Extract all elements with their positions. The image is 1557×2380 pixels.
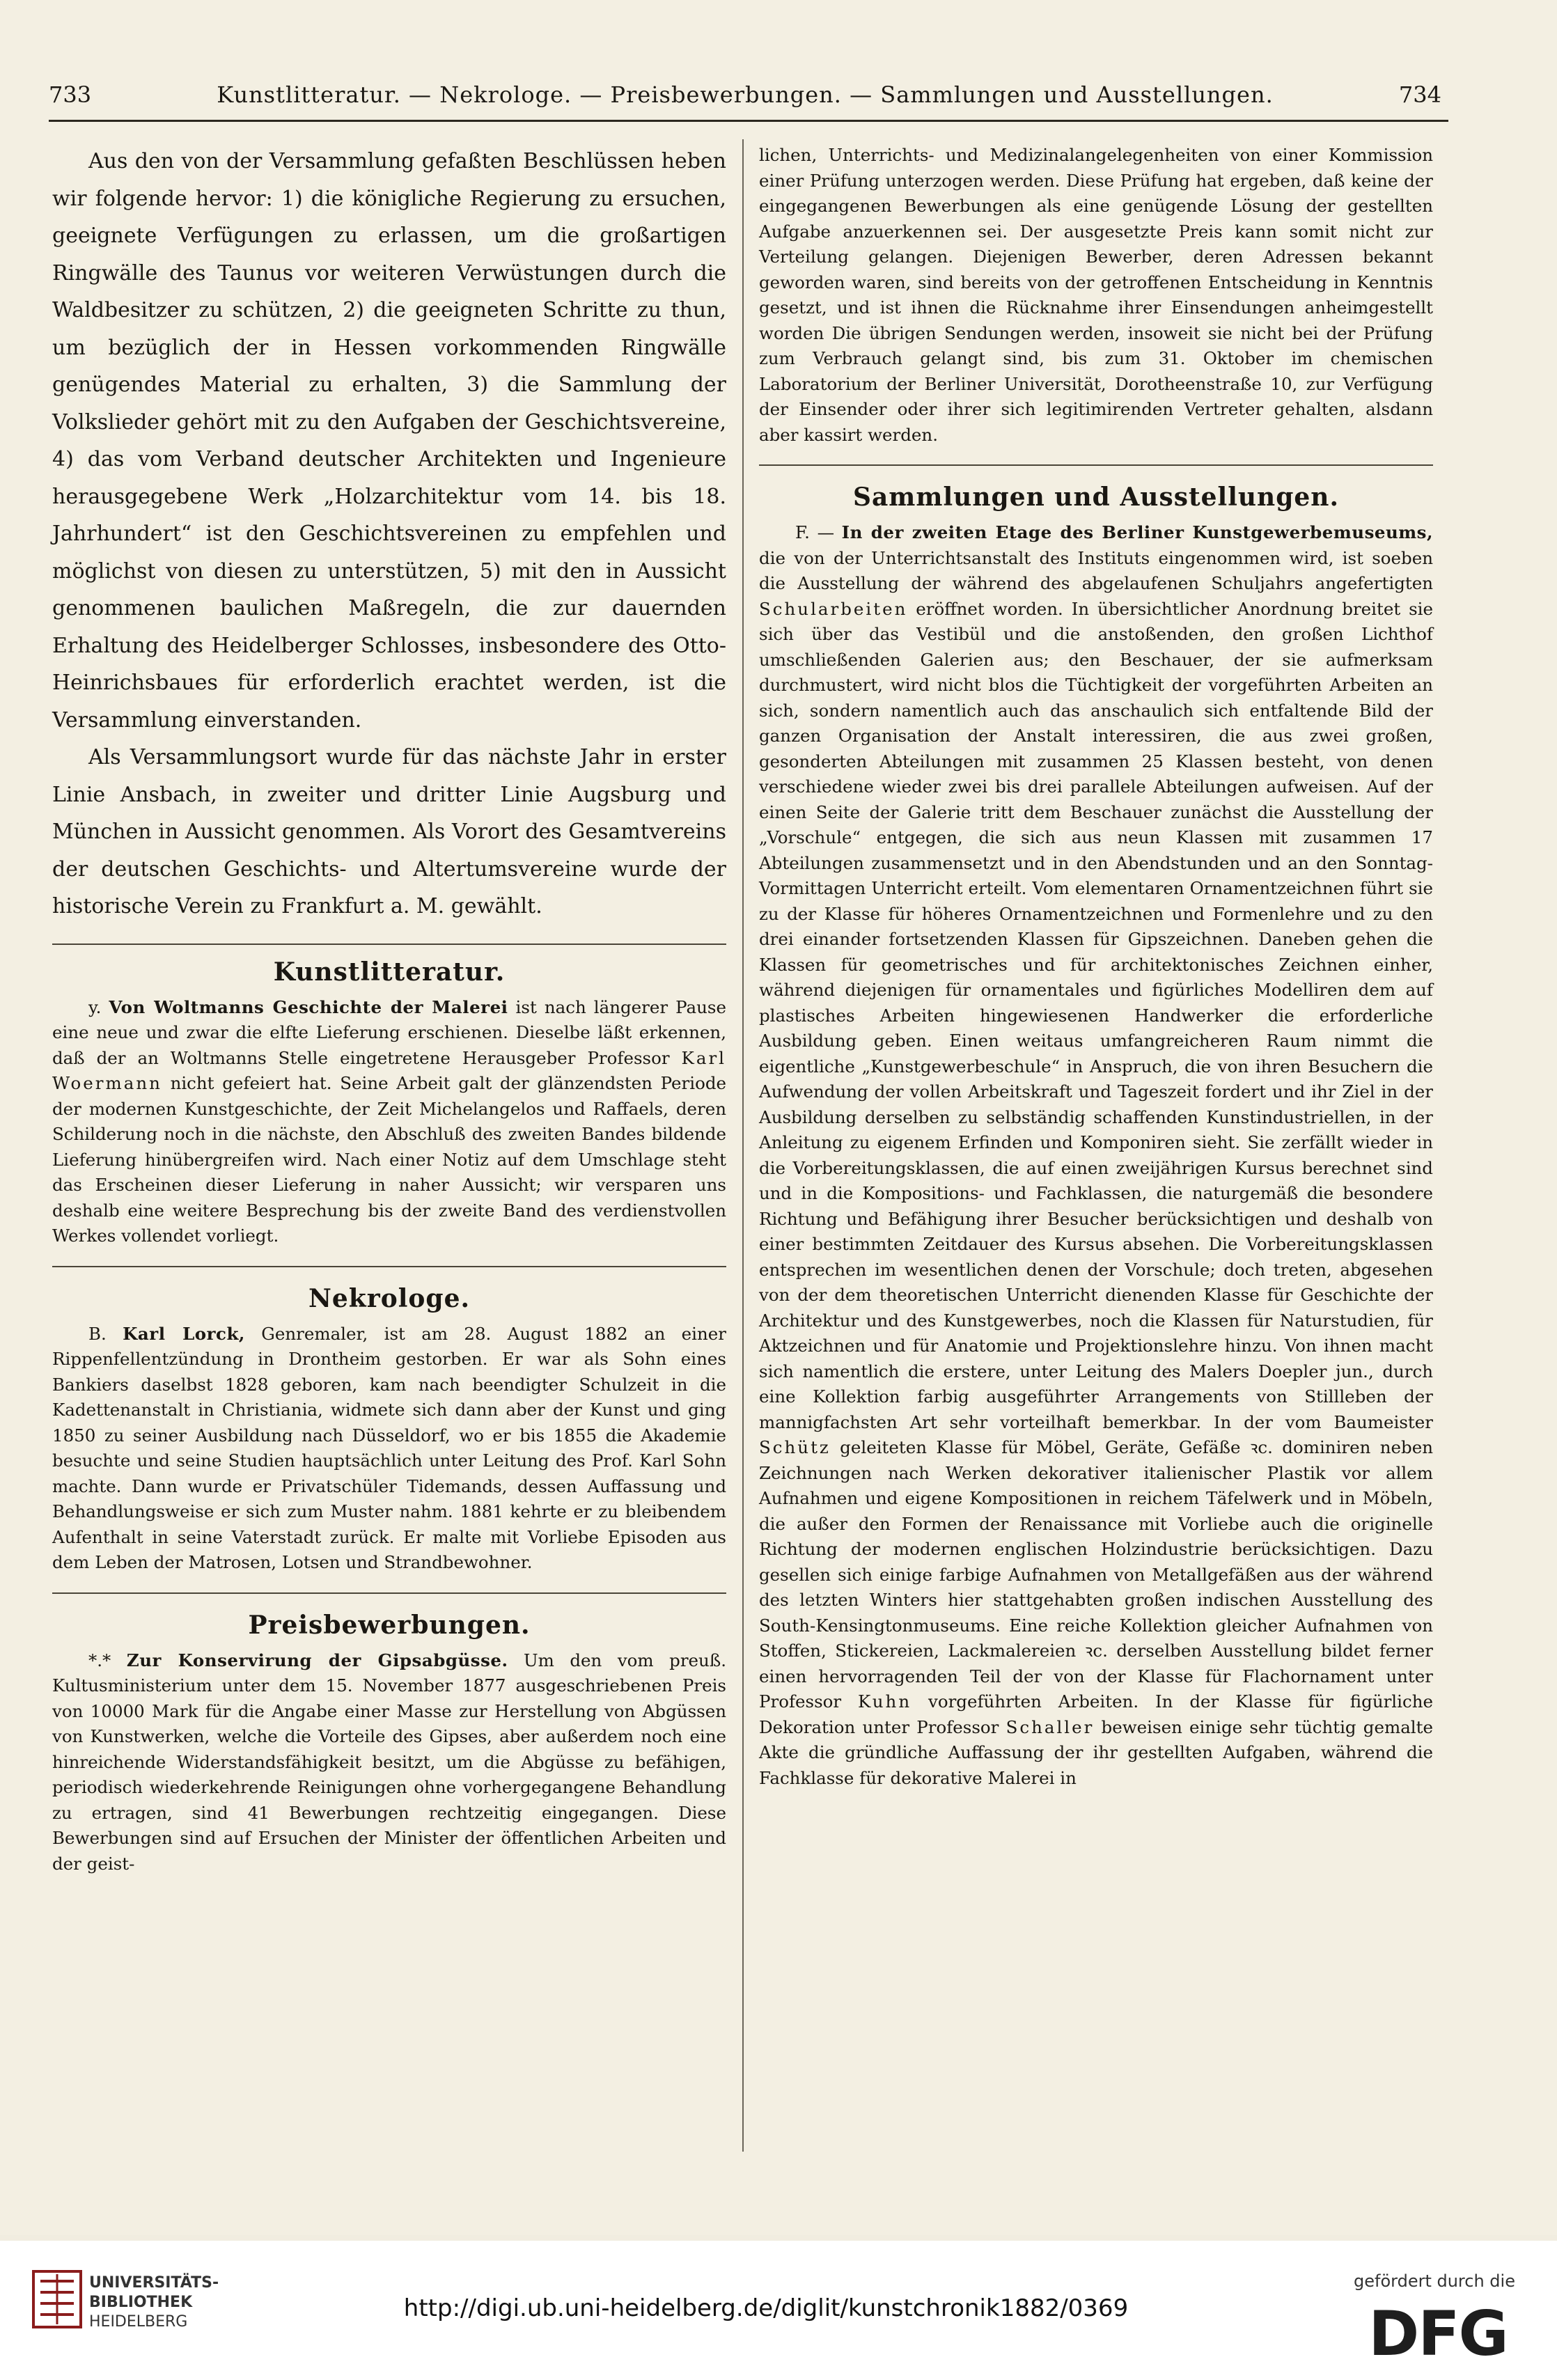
article-lead: Von Woltmanns Geschichte der Malerei [109, 996, 508, 1017]
author-sig: y. [88, 996, 102, 1017]
section-kunstlitteratur [52, 944, 726, 1249]
person-name: Schaller [1006, 1716, 1095, 1737]
page-number-left: 733 [49, 81, 92, 108]
article-lead: In der zweiten Etage des Berliner Kunstgewerbemuseums, [841, 522, 1434, 542]
library-line: BIBLIOTHEK [89, 2294, 193, 2311]
left-column [52, 143, 726, 1877]
section-preisbewerbungen [52, 1592, 726, 1877]
funded-by-text: gefördert durch die [1354, 2271, 1515, 2291]
author-sig: F. [795, 522, 810, 542]
section-heading-preisbewerbungen: Preisbewerbungen. [248, 1610, 531, 1640]
section-heading-kunstlitteratur: Kunstlitteratur. [273, 957, 506, 987]
preisbewerbungen-continued: lichen, Unterrichts- und Medizinalangelegenheiten von einer Kommission einer Prüfung unterzogen werden. Diese Prüfung hat ergeben, daß keine der eingegangenen Bewerbungen als eine genügende Lösung der gestellten Aufgabe anzuerkennen sei. Der ausgesetzte Preis kann somit nicht zur Verteilung gelangen. Diejenigen Bewerber, deren Adressen bekannt geworden waren, sind bereits von der getroffenen Entscheidung in Kenntnis gesetzt, und ist ihnen die Rücknahme ihrer Einsendungen anheimgestellt worden Die übrigen Sendungen werden, insoweit sie nicht bei der Prüfung zum Verbrauch gelangt sind, bis zum 31. Oktober im chemischen Laboratorium der Berliner Universität, Dorotheenstraße 10, zur Verfügung der Einsender oder ihrer sich legitimirenden Vertreter gehalten, alsdann aber kassirt werden. [759, 145, 1433, 445]
university-seal-icon [29, 2264, 85, 2334]
article-text: ist nach längerer Pause eine neue und zwar die elfte Lieferung erschienen. Dieselbe läßt erkennen, daß der an Woltmanns Stelle eingetretene Herausgeber Professor [52, 996, 726, 1068]
right-column [759, 143, 1433, 1791]
running-header [49, 75, 1441, 114]
article-lead: Zur Konservirung der Gipsabgüsse. [126, 1650, 508, 1670]
article-lead: Karl Lorck, [123, 1323, 245, 1344]
article-text: Um den vom preuß. Kultusministerium unter dem 15. November 1877 ausgeschriebenen Preis von 10000 Mark für die Angabe einer Masse zur Herstellung von Abgüssen von Kunstwerken, welche die Vorteile des Gipses, aber außerdem noch eine hinreichende Widerstandsfähigkeit besitzt, um die Abgüsse zu befähigen, periodisch wiederkehrende Reinigungen ohne vorhergegangene Behandlung zu ertragen, sind 41 Bewerbungen rechtzeitig eingegangen. Diese Bewerbungen sind auf Ersuchen der Minister der öffentlichen Arbeiten und der geist- [52, 1650, 726, 1874]
person-name: Schütz [759, 1437, 831, 1457]
sammlungen-paragraph: F. — In der zweiten Etage des Berliner Kunstgewerbemuseums, die von der Unterrichtsanstalt des Instituts eingenommen wird, ist soeben die Ausstellung der während des abgelaufenen Schuljahrs angefertigten Schularbeiten eröffnet worden. In übersichtlicher Anordnung breitet sie sich über das Vestibül und die anstoßenden, den großen Lichthof umschließenden Galerien aus; den Beschauer, der sie aufmerksam durchmustert, wird nicht blos die Tüchtigkeit der vorgeführten Arbeiten an sich, sondern namentlich auch das anschaulich sich entfaltende Bild der ganzen Organisation der Anstalt interessiren, die aus zwei großen, gesonderten Abteilungen mit zusammen 25 Klassen besteht, von denen verschiedene wieder zwei bis drei parallele Abteilungen aufweisen. Auf der einen Seite der Galerie tritt dem Beschauer zunächst die Ausstellung der „Vorschule“ entgegen, die sich aus neun Klassen mit zusammen 17 Abteilungen zusammensetzt und in den Abendstunden und an den Sonntag-Vormittagen Unterricht erteilt. Vom elementaren Ornamentzeichnen führt sie zu der Klasse für höheres Ornamentzeichnen und Formenlehre und zu den drei einander fortsetzenden Klassen für Gipszeichnen. Daneben gehen die Klassen für geometrisches und für architektonisches Zeichnen einher, während diejenigen für ornamentales und figürliches Modelliren dem auf plastisches Arbeiten hingewiesenen Handwerker die erforderliche Ausbildung geben. Einen weitaus umfangreicheren Raum nimmt die eigentliche „Kunstgewerbeschule“ in Anspruch, die von ihren Besuchern die Aufwendung der vollen Arbeitskraft und Tageszeit fordert und ihr Ziel in der Ausbildung derselben zu selbständig schaffenden Kunstindustriellen, in der Anleitung zu eigenem Erfinden und Komponiren sieht. Sie zerfällt wieder in die Vorbereitungsklassen, die auf einen zweijährigen Kursus berechnet sind und in die Kompositions- und Fachklassen, die naturgemäß die besondere Richtung und Befähigung ihrer Besucher berücksichtigen und deshalb von einer bestimmten Zeitdauer des Kursus absehen. Die Vorbereitungsklassen entsprechen im wesentlichen denen der Vorschule; doch treten, abgesehen von der dem theoretischen Unterricht dienenden Klasse für Geschichte der Architektur und des Kunstgewerbes, noch die Klassen für Naturstudien, für Aktzeichnen und für Anatomie und Projektionslehre hinzu. Von ihnen macht sich namentlich die erstere, unter Leitung des Malers Doepler jun., durch eine Kollektion farbig ausgeführter Arrangements von Stillleben der mannigfachsten Art sehr vorteilhaft bemerkbar. In der vom Baumeister Schütz geleiteten Klasse für Möbel, Geräte, Gefäße ꝛc. dominiren neben Zeichnungen nach Werken dekorativer italienischer Plastik vor allem Aufnahmen und eigene Kompositionen in reichem Täfelwerk und in Möbeln, die außer den Formen der Renaissance mit Vorliebe auch die originelle Richtung der modernen englischen Holzindustrie berücksichtigen. Dazu gesellen sich einige farbige Aufnahmen von Metallgefäßen aus der während des letzten Winters hier stattgehabten großen indischen Ausstellung des South-Kensingtonmuseums. Eine reiche Kollektion gleicher Aufnahmen von Stoffen, Stickereien, Lackmalereien ꝛc. derselben Ausstellung bildet ferner einen hervorragenden Teil der von der Klasse für Flachornament unter Professor Kuhn vorgeführten Arbeiten. In der Klasse für figürliche Dekoration unter Professor Schaller beweisen einige sehr tüchtig gemalte Akte die gründliche Auffassung der ihr gestellten Aufgaben, während die Fachklasse für dekorative Malerei in [759, 522, 1434, 1788]
section-nekrologe [52, 1266, 726, 1576]
article-text: vorgeführten Arbeiten. In der Klasse für figürliche Dekoration unter Professor [759, 1691, 1433, 1737]
article-text: beweisen einige sehr tüchtig gemalte Akte die gründliche Auffassung der ihr gestellten Aufgaben, während die Fachklasse für dekorative Malerei in [759, 1716, 1433, 1788]
nekrologe-paragraph [52, 1322, 726, 1576]
person-name: Karl Woermann [52, 1047, 726, 1093]
author-sig: *.* [88, 1650, 111, 1670]
source-url-link[interactable]: http://digi.ub.uni-heidelberg.de/diglit/kunstchronik1882/0369 [403, 2294, 1129, 2322]
article-text: nicht gefeiert hat. Seine Arbeit galt der glänzendsten Periode der modernen Kunstgeschichte, der Zeit Michelangelos und Raffaels, deren Schilderung noch in die nächste, den Abschluß des zweiten Bandes bildende Lieferung hinübergreifen wird. Nach einer Notiz auf dem Umschlage steht das Erscheinen dieser Lieferung in naher Aussicht; wir versparen uns deshalb eine weitere Besprechung bis der zweite Band des verdienstvollen Werkes vollendet vorliegt. [52, 1073, 726, 1246]
header-rule [49, 120, 1448, 122]
assembly-location-paragraph: Als Versammlungsort wurde für das nächste Jahr in erster Linie Ansbach, in zweiter und dritter Linie Augsburg und München in Aussicht genommen. Als Vorort des Gesamtvereins der deutschen Geschichts- und Altertumsvereine wurde der historische Verein zu Frankfurt a. M. gewählt. [52, 745, 726, 918]
article-text: geleiteten Klasse für Möbel, Geräte, Gefäße ꝛc. dominiren neben Zeichnungen nach Werken dekorativer italienischer Plastik vor allem Aufnahmen und eigene Kompositionen in reichem Täfelwerk und in Möbeln, die außer den Formen der Renaissance mit Vorliebe auch die originelle Richtung der modernen englischen Holzindustrie berücksichtigen. Dazu gesellen sich einige farbige Aufnahmen von Metallgefäßen aus der während des letzten Winters hier stattgehabten großen indischen Ausstellung des South-Kensingtonmuseums. Eine reiche Kollektion gleicher Aufnahmen von Stoffen, Stickereien, Lackmalereien ꝛc. derselben Ausstellung bildet ferner einen hervorragenden Teil der von der Klasse für Flachornament unter Professor [759, 1437, 1433, 1712]
library-name [89, 2273, 270, 2332]
column-divider [742, 139, 744, 2152]
page-number-right: 734 [1398, 81, 1441, 108]
emphasized-term: Schularbeiten [759, 598, 908, 619]
author-sig: B. [88, 1323, 107, 1344]
article-text: eröffnet worden. In übersichtlicher Anordnung breitet sie sich über das Vestibül und die anstoßenden, den großen Lichthof umschließenden Galerien aus; den Beschauer, der sie aufmerksam durchmustert, wird nicht blos die Tüchtigkeit der vorgeführten Arbeiten an sich, sondern namentlich auch das anschaulich sich entfaltende Bild der ganzen Organisation der Anstalt interessiren, die aus zwei großen, gesonderten Abteilungen mit zusammen 25 Klassen besteht, von denen verschiedene wieder zwei bis drei parallele Abteilungen aufweisen. Auf der einen Seite der Galerie tritt dem Beschauer zunächst die Ausstellung der „Vorschule“ entgegen, die sich aus neun Klassen mit zusammen 17 Abteilungen zusammensetzt und in den Abendstunden und an den Sonntag-Vormittagen Unterricht erteilt. Vom elementaren Ornamentzeichnen führt sie zu der Klasse für höheres Ornamentzeichnen und Formenlehre und zu den drei einander fortsetzenden Klassen für Gipszeichnen. Daneben gehen die Klassen für geometrisches und für architektonisches Zeichnen einher, während diejenigen für ornamentales und figürliches Modelliren dem auf plastisches Arbeiten hingewiesenen Handwerker die erforderliche Ausbildung geben. Einen weitaus umfangreicheren Raum nimmt die eigentliche „Kunstgewerbeschule“ in Anspruch, die von ihren Besuchern die Aufwendung der vollen Arbeitskraft und Tageszeit fordert und ihr Ziel in der Ausbildung derselben zu selbständig schaffenden Kunstindustriellen, in der Anleitung zu eigenem Erfinden und Komponiren sieht. Sie zerfällt wieder in die Vorbereitungsklassen, die auf einen zweijährigen Kursus berechnet sind und in die Kompositions- und Fachklassen, die naturgemäß die besondere Richtung und Befähigung ihrer Besucher berücksichtigen und deshalb von einer bestimmten Zeitdauer des Kursus absehen. Die Vorbereitungsklassen entsprechen im wesentlichen denen der Vorschule; doch treten, abgesehen von der dem theoretischen Unterricht dienenden Klasse für Geschichte der Architektur und des Kunstgewerbes, noch die Klassen für Naturstudien, für Aktzeichnen und für Anatomie und Projektionslehre hinzu. Von ihnen macht sich namentlich die erstere, unter Leitung des Malers Doepler jun., durch eine Kollektion farbig ausgeführter Arrangements von Stillleben der mannigfachsten Art sehr vorteilhaft bemerkbar. In der vom Baumeister [759, 598, 1433, 1432]
kunstlitteratur-paragraph [52, 995, 726, 1249]
dfg-logo: DFG [1368, 2298, 1508, 2370]
assembly-resolutions-paragraph: Aus den von der Versammlung gefaßten Beschlüssen heben wir folgende hervor: 1) die königliche Regierung zu ersuchen, geeignete Verfügungen zu erlassen, um die großartigen Ringwälle des Taunus vor weiteren Verwüstungen durch die Waldbesitzer zu schützen, 2) die geeigneten Schritte zu thun, um bezüglich der in Hessen vorkommenden Ringwälle genügendes Material zu erhalten, 3) die Sammlung der Volkslieder gehört mit zu den Aufgaben der Geschichtsvereine, 4) das vom Verband deutscher Architekten und Ingenieure herausgegebene Werk „Holzarchitektur vom 14. bis 18. Jahrhundert“ ist den Geschichtsvereinen zu empfehlen und möglichst von diesen zu unterstützen, 5) mit den in Aussicht genommenen baulichen Maßregeln, die zur dauernden Erhaltung des Heidelberger Schlosses, insbesondere des Otto-Heinrichsbaues für erforderlich erachtet werden, ist die Versammlung einverstanden. [52, 149, 726, 733]
section-sammlungen [759, 464, 1433, 1791]
preisbewerbungen-paragraph [52, 1648, 726, 1877]
section-heading-sammlungen: Sammlungen und Ausstellungen. [852, 483, 1340, 512]
article-text: die von der Unterrichtsanstalt des Instituts eingenommen wird, ist soeben die Ausstellung der während des abgelaufenen Schuljahrs angefertigten [759, 547, 1433, 593]
library-line: UNIVERSITÄTS- [89, 2274, 219, 2292]
person-name: Kuhn [858, 1691, 912, 1712]
article-text: Genremaler, ist am 28. August 1882 an einer Rippenfellentzündung in Drontheim gestorben. Er war als Sohn eines Bankiers daselbst 1828 geboren, kam nach beendigter Schulzeit in die Kadettenanstalt in Christiania, widmete sich dann aber der Kunst und ging 1850 zu seiner Ausbildung nach Düsseldorf, wo er bis 1855 die Akademie besuchte und seine Studien hauptsächlich unter Leitung des Prof. Karl Sohn machte. Dann wurde er Privatschüler Tidemands, dessen Auffassung und Behandlungsweise er sich zum Muster nahm. 1881 kehrte er zu bleibendem Aufenthalt in seine Vaterstadt zurück. Er malte mit Vorliebe Episoden aus dem Leben der Matrosen, Lotsen und Strandbewohner. [52, 1323, 726, 1572]
library-line: HEIDELBERG [89, 2313, 188, 2331]
header-title: Kunstlitteratur. — Nekrologe. — Preisbewerbungen. — Sammlungen und Ausstellungen. [217, 81, 1274, 108]
section-heading-nekrologe: Nekrologe. [308, 1283, 471, 1313]
